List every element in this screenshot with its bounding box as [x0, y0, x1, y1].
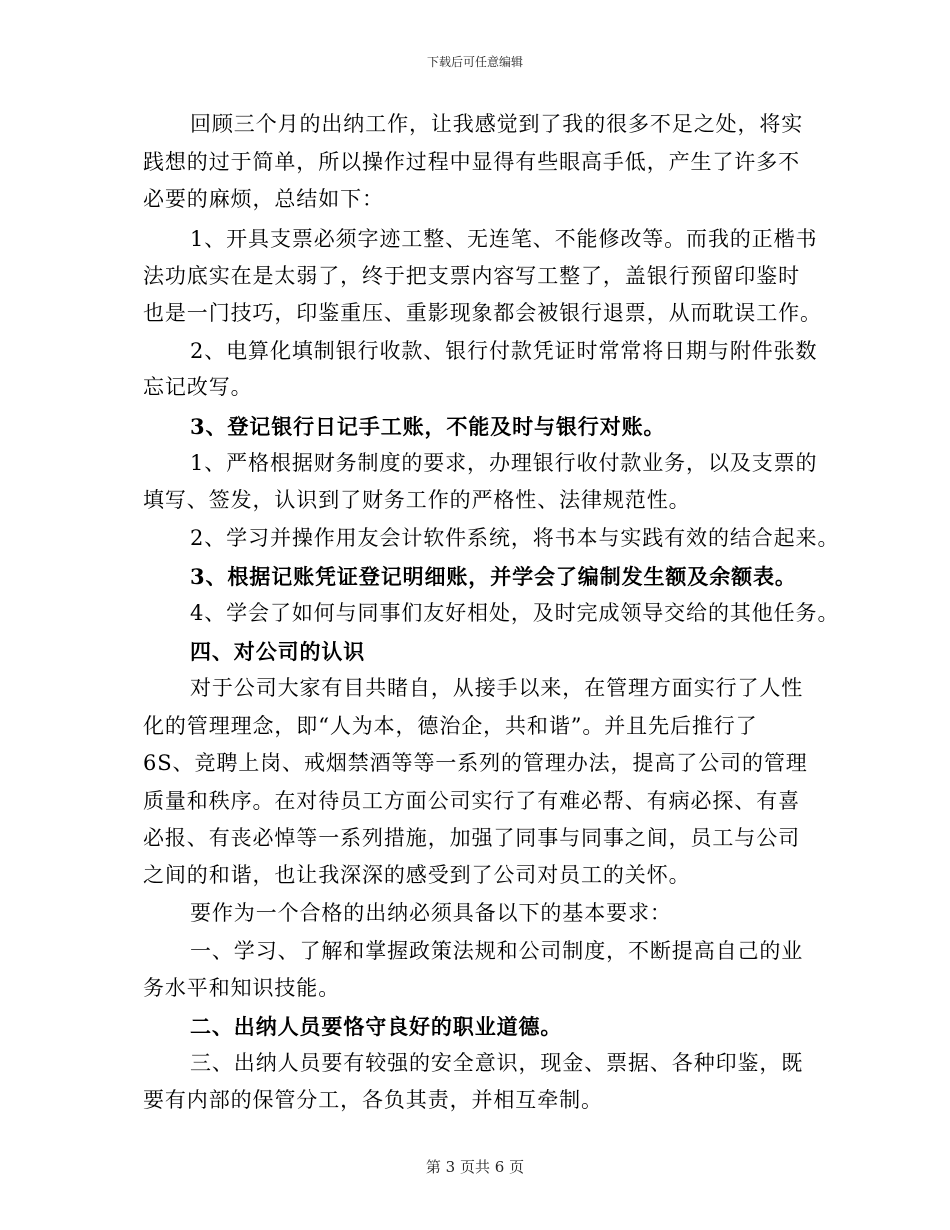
- section-heading: 四、对公司的认识: [190, 639, 366, 664]
- text-line: 要作为一个合格的出纳必须具备以下的基本要求：: [190, 901, 672, 925]
- text-line: 践想的过于简单，所以操作过程中显得有些眼高手低，产生了许多不: [143, 150, 800, 174]
- text-line: 一、学习、了解和掌握政策法规和公司制度，不断提高自己的业: [190, 939, 804, 963]
- text-line: 填写、签发，认识到了财务工作的严格性、法律规范性。: [143, 488, 691, 512]
- page-header: 下载后可任意编辑: [426, 55, 523, 69]
- text-line: 必报、有丧必悼等一系列措施，加强了同事与同事之间，员工与公司: [143, 826, 800, 850]
- text-line: 也是一门技巧，印鉴重压、重影现象都会被银行退票，从而耽误工作。: [143, 301, 822, 325]
- text-line: 1、严格根据财务制度的要求，办理银行收付款业务，以及支票的: [190, 451, 818, 475]
- text-line: 6S、竞聘上岗、戒烟禁酒等等一系列的管理办法，提高了公司的管理: [143, 751, 808, 775]
- text-line: 回顾三个月的出纳工作，让我感觉到了我的很多不足之处，将实: [190, 112, 804, 136]
- text-line: 务水平和知识技能。: [143, 976, 341, 1000]
- text-line: 三、出纳人员要有较强的安全意识，现金、票据、各种印鉴，既: [190, 1051, 804, 1075]
- page-footer: 第 3 页共 6 页: [425, 1158, 525, 1176]
- text-line: 忘记改写。: [143, 375, 253, 399]
- text-line-bold: 3、根据记账凭证登记明细账，并学会了编制发生额及余额表。: [190, 564, 797, 589]
- text-line: 2、电算化填制银行收款、银行付款凭证时常常将日期与附件张数: [190, 339, 818, 363]
- text-line-bold: 二、出纳人员要恪守良好的职业道德。: [190, 1014, 563, 1039]
- text-line: 质量和秩序。在对待员工方面公司实行了有难必帮、有病必探、有喜: [143, 789, 800, 813]
- text-line: 对于公司大家有目共睹自，从接手以来，在管理方面实行了人性: [190, 676, 804, 700]
- text-line: 1、开具支票必须字迹工整、无连笔、不能修改等。而我的正楷书: [190, 227, 818, 251]
- text-line: 2、学习并操作用友会计软件系统，将书本与实践有效的结合起来。: [190, 526, 840, 550]
- text-line: 之间的和谐，也让我深深的感受到了公司对员工的关怀。: [143, 863, 691, 887]
- text-line: 化的管理理念，即“人为本，德治企，共和谐”。并且先后推行了: [143, 714, 758, 738]
- text-line: 法功底实在是太弱了，终于把支票内容写工整了，盖银行预留印鉴时: [143, 264, 800, 288]
- text-line: 要有内部的保管分工，各负其责，并相互牵制。: [143, 1088, 603, 1112]
- text-line: 4、学会了如何与同事们友好相处，及时完成领导交给的其他任务。: [190, 601, 840, 625]
- text-line-bold: 3、登记银行日记手工账，不能及时与银行对账。: [190, 414, 666, 439]
- text-line: 必要的麻烦，总结如下：: [143, 187, 384, 211]
